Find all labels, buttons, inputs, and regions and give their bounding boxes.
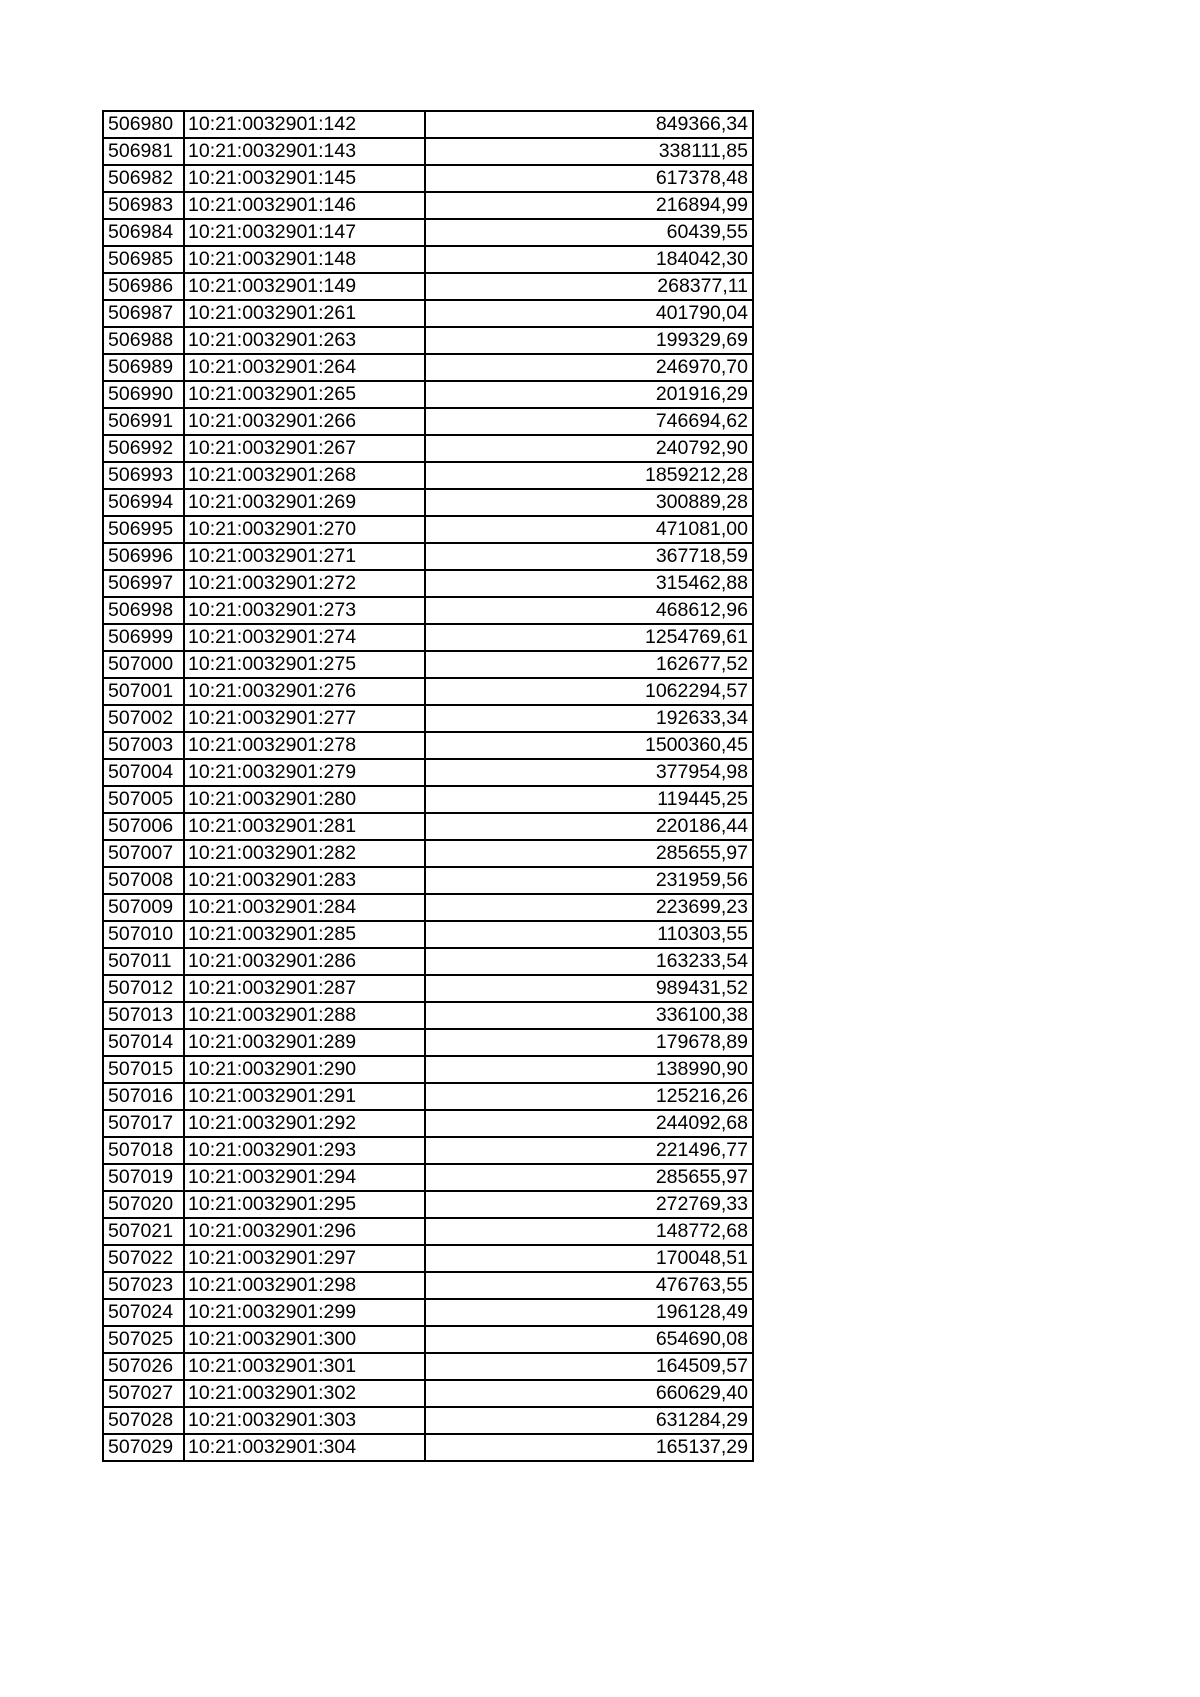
row-id-cell: 507006 bbox=[103, 813, 184, 840]
value-cell: 285655,97 bbox=[425, 1164, 753, 1191]
table-row bbox=[103, 111, 753, 138]
cadastral-number-cell: 10:21:0032901:273 bbox=[184, 597, 425, 624]
row-id-cell: 507007 bbox=[103, 840, 184, 867]
table-row bbox=[103, 516, 753, 543]
cadastral-number-cell: 10:21:0032901:284 bbox=[184, 894, 425, 921]
row-id-cell: 507025 bbox=[103, 1326, 184, 1353]
table-row bbox=[103, 759, 753, 786]
table-row bbox=[103, 219, 753, 246]
table-row bbox=[103, 273, 753, 300]
cadastral-number-cell: 10:21:0032901:286 bbox=[184, 948, 425, 975]
row-id-cell: 507023 bbox=[103, 1272, 184, 1299]
row-id-cell: 507011 bbox=[103, 948, 184, 975]
value-cell: 162677,52 bbox=[425, 651, 753, 678]
table-row bbox=[103, 921, 753, 948]
table-row bbox=[103, 975, 753, 1002]
value-cell: 246970,70 bbox=[425, 354, 753, 381]
cadastral-number-cell: 10:21:0032901:264 bbox=[184, 354, 425, 381]
value-cell: 367718,59 bbox=[425, 543, 753, 570]
table-row bbox=[103, 408, 753, 435]
row-id-cell: 507021 bbox=[103, 1218, 184, 1245]
row-id-cell: 507005 bbox=[103, 786, 184, 813]
value-cell: 631284,29 bbox=[425, 1407, 753, 1434]
table-row bbox=[103, 651, 753, 678]
cadastral-number-cell: 10:21:0032901:290 bbox=[184, 1056, 425, 1083]
cadastral-number-cell: 10:21:0032901:271 bbox=[184, 543, 425, 570]
table-row bbox=[103, 867, 753, 894]
table-body bbox=[103, 111, 753, 1461]
table-row bbox=[103, 786, 753, 813]
table-row bbox=[103, 1380, 753, 1407]
table-row bbox=[103, 1218, 753, 1245]
cadastral-number-cell: 10:21:0032901:145 bbox=[184, 165, 425, 192]
table-row bbox=[103, 840, 753, 867]
row-id-cell: 507020 bbox=[103, 1191, 184, 1218]
value-cell: 849366,34 bbox=[425, 111, 753, 138]
value-cell: 272769,33 bbox=[425, 1191, 753, 1218]
value-cell: 60439,55 bbox=[425, 219, 753, 246]
table-row bbox=[103, 813, 753, 840]
cadastral-number-cell: 10:21:0032901:272 bbox=[184, 570, 425, 597]
table-row bbox=[103, 1272, 753, 1299]
cadastral-number-cell: 10:21:0032901:276 bbox=[184, 678, 425, 705]
row-id-cell: 507010 bbox=[103, 921, 184, 948]
cadastral-number-cell: 10:21:0032901:288 bbox=[184, 1002, 425, 1029]
row-id-cell: 507000 bbox=[103, 651, 184, 678]
cadastral-number-cell: 10:21:0032901:296 bbox=[184, 1218, 425, 1245]
table-row bbox=[103, 1083, 753, 1110]
value-cell: 216894,99 bbox=[425, 192, 753, 219]
value-cell: 746694,62 bbox=[425, 408, 753, 435]
cadastral-number-cell: 10:21:0032901:280 bbox=[184, 786, 425, 813]
table-row bbox=[103, 1353, 753, 1380]
table-row bbox=[103, 327, 753, 354]
value-cell: 338111,85 bbox=[425, 138, 753, 165]
table-row bbox=[103, 1407, 753, 1434]
table-row bbox=[103, 1245, 753, 1272]
value-cell: 268377,11 bbox=[425, 273, 753, 300]
table-row bbox=[103, 543, 753, 570]
row-id-cell: 506985 bbox=[103, 246, 184, 273]
row-id-cell: 506980 bbox=[103, 111, 184, 138]
value-cell: 164509,57 bbox=[425, 1353, 753, 1380]
value-cell: 184042,30 bbox=[425, 246, 753, 273]
value-cell: 300889,28 bbox=[425, 489, 753, 516]
row-id-cell: 507015 bbox=[103, 1056, 184, 1083]
value-cell: 468612,96 bbox=[425, 597, 753, 624]
value-cell: 244092,68 bbox=[425, 1110, 753, 1137]
row-id-cell: 507018 bbox=[103, 1137, 184, 1164]
value-cell: 138990,90 bbox=[425, 1056, 753, 1083]
table-row bbox=[103, 354, 753, 381]
value-cell: 196128,49 bbox=[425, 1299, 753, 1326]
row-id-cell: 507028 bbox=[103, 1407, 184, 1434]
table-row bbox=[103, 1056, 753, 1083]
table-row bbox=[103, 462, 753, 489]
cadastral-number-cell: 10:21:0032901:274 bbox=[184, 624, 425, 651]
row-id-cell: 506987 bbox=[103, 300, 184, 327]
table-row bbox=[103, 192, 753, 219]
table-row bbox=[103, 1137, 753, 1164]
cadastral-number-cell: 10:21:0032901:268 bbox=[184, 462, 425, 489]
value-cell: 1254769,61 bbox=[425, 624, 753, 651]
row-id-cell: 506994 bbox=[103, 489, 184, 516]
value-cell: 377954,98 bbox=[425, 759, 753, 786]
value-cell: 315462,88 bbox=[425, 570, 753, 597]
value-cell: 221496,77 bbox=[425, 1137, 753, 1164]
table-row bbox=[103, 1110, 753, 1137]
row-id-cell: 506999 bbox=[103, 624, 184, 651]
row-id-cell: 506988 bbox=[103, 327, 184, 354]
row-id-cell: 507027 bbox=[103, 1380, 184, 1407]
table-row bbox=[103, 138, 753, 165]
cadastral-number-cell: 10:21:0032901:301 bbox=[184, 1353, 425, 1380]
cadastral-number-cell: 10:21:0032901:275 bbox=[184, 651, 425, 678]
cadastral-value-table bbox=[102, 110, 754, 1462]
value-cell: 165137,29 bbox=[425, 1434, 753, 1461]
table-row bbox=[103, 1002, 753, 1029]
row-id-cell: 507017 bbox=[103, 1110, 184, 1137]
cadastral-number-cell: 10:21:0032901:266 bbox=[184, 408, 425, 435]
value-cell: 125216,26 bbox=[425, 1083, 753, 1110]
row-id-cell: 506997 bbox=[103, 570, 184, 597]
value-cell: 654690,08 bbox=[425, 1326, 753, 1353]
cadastral-number-cell: 10:21:0032901:269 bbox=[184, 489, 425, 516]
table-row bbox=[103, 381, 753, 408]
table-row bbox=[103, 489, 753, 516]
value-cell: 617378,48 bbox=[425, 165, 753, 192]
row-id-cell: 507024 bbox=[103, 1299, 184, 1326]
row-id-cell: 507009 bbox=[103, 894, 184, 921]
cadastral-number-cell: 10:21:0032901:291 bbox=[184, 1083, 425, 1110]
cadastral-number-cell: 10:21:0032901:281 bbox=[184, 813, 425, 840]
row-id-cell: 507013 bbox=[103, 1002, 184, 1029]
row-id-cell: 506996 bbox=[103, 543, 184, 570]
cadastral-number-cell: 10:21:0032901:287 bbox=[184, 975, 425, 1002]
row-id-cell: 507003 bbox=[103, 732, 184, 759]
value-cell: 285655,97 bbox=[425, 840, 753, 867]
row-id-cell: 506991 bbox=[103, 408, 184, 435]
cadastral-number-cell: 10:21:0032901:279 bbox=[184, 759, 425, 786]
row-id-cell: 507004 bbox=[103, 759, 184, 786]
row-id-cell: 507014 bbox=[103, 1029, 184, 1056]
cadastral-number-cell: 10:21:0032901:278 bbox=[184, 732, 425, 759]
value-cell: 163233,54 bbox=[425, 948, 753, 975]
cadastral-number-cell: 10:21:0032901:270 bbox=[184, 516, 425, 543]
cadastral-number-cell: 10:21:0032901:294 bbox=[184, 1164, 425, 1191]
row-id-cell: 507001 bbox=[103, 678, 184, 705]
value-cell: 199329,69 bbox=[425, 327, 753, 354]
cadastral-number-cell: 10:21:0032901:263 bbox=[184, 327, 425, 354]
value-cell: 1500360,45 bbox=[425, 732, 753, 759]
value-cell: 223699,23 bbox=[425, 894, 753, 921]
cadastral-number-cell: 10:21:0032901:277 bbox=[184, 705, 425, 732]
row-id-cell: 506984 bbox=[103, 219, 184, 246]
cadastral-number-cell: 10:21:0032901:282 bbox=[184, 840, 425, 867]
table-row bbox=[103, 570, 753, 597]
row-id-cell: 506992 bbox=[103, 435, 184, 462]
value-cell: 179678,89 bbox=[425, 1029, 753, 1056]
value-cell: 192633,34 bbox=[425, 705, 753, 732]
table-row bbox=[103, 1191, 753, 1218]
value-cell: 476763,55 bbox=[425, 1272, 753, 1299]
value-cell: 471081,00 bbox=[425, 516, 753, 543]
row-id-cell: 506981 bbox=[103, 138, 184, 165]
value-cell: 336100,38 bbox=[425, 1002, 753, 1029]
row-id-cell: 506990 bbox=[103, 381, 184, 408]
cadastral-number-cell: 10:21:0032901:283 bbox=[184, 867, 425, 894]
table-row bbox=[103, 1326, 753, 1353]
row-id-cell: 506982 bbox=[103, 165, 184, 192]
row-id-cell: 506993 bbox=[103, 462, 184, 489]
value-cell: 201916,29 bbox=[425, 381, 753, 408]
cadastral-number-cell: 10:21:0032901:302 bbox=[184, 1380, 425, 1407]
value-cell: 401790,04 bbox=[425, 300, 753, 327]
cadastral-number-cell: 10:21:0032901:267 bbox=[184, 435, 425, 462]
cadastral-number-cell: 10:21:0032901:146 bbox=[184, 192, 425, 219]
table-row bbox=[103, 1029, 753, 1056]
cadastral-number-cell: 10:21:0032901:304 bbox=[184, 1434, 425, 1461]
cadastral-number-cell: 10:21:0032901:293 bbox=[184, 1137, 425, 1164]
table-row bbox=[103, 732, 753, 759]
row-id-cell: 506986 bbox=[103, 273, 184, 300]
table-row bbox=[103, 624, 753, 651]
cadastral-number-cell: 10:21:0032901:300 bbox=[184, 1326, 425, 1353]
table-row bbox=[103, 894, 753, 921]
row-id-cell: 507008 bbox=[103, 867, 184, 894]
cadastral-number-cell: 10:21:0032901:289 bbox=[184, 1029, 425, 1056]
cadastral-number-cell: 10:21:0032901:297 bbox=[184, 1245, 425, 1272]
row-id-cell: 506995 bbox=[103, 516, 184, 543]
cadastral-number-cell: 10:21:0032901:292 bbox=[184, 1110, 425, 1137]
table-row bbox=[103, 678, 753, 705]
cadastral-number-cell: 10:21:0032901:298 bbox=[184, 1272, 425, 1299]
cadastral-number-cell: 10:21:0032901:142 bbox=[184, 111, 425, 138]
value-cell: 170048,51 bbox=[425, 1245, 753, 1272]
value-cell: 989431,52 bbox=[425, 975, 753, 1002]
cadastral-number-cell: 10:21:0032901:261 bbox=[184, 300, 425, 327]
value-cell: 660629,40 bbox=[425, 1380, 753, 1407]
table-row bbox=[103, 1164, 753, 1191]
cadastral-number-cell: 10:21:0032901:143 bbox=[184, 138, 425, 165]
row-id-cell: 506989 bbox=[103, 354, 184, 381]
table-row bbox=[103, 435, 753, 462]
cadastral-number-cell: 10:21:0032901:285 bbox=[184, 921, 425, 948]
cadastral-number-cell: 10:21:0032901:147 bbox=[184, 219, 425, 246]
value-cell: 220186,44 bbox=[425, 813, 753, 840]
cadastral-number-cell: 10:21:0032901:148 bbox=[184, 246, 425, 273]
table-row bbox=[103, 246, 753, 273]
row-id-cell: 506998 bbox=[103, 597, 184, 624]
row-id-cell: 507002 bbox=[103, 705, 184, 732]
value-cell: 148772,68 bbox=[425, 1218, 753, 1245]
table-row bbox=[103, 1299, 753, 1326]
cadastral-number-cell: 10:21:0032901:295 bbox=[184, 1191, 425, 1218]
table-row bbox=[103, 948, 753, 975]
table-row bbox=[103, 165, 753, 192]
table-row bbox=[103, 597, 753, 624]
row-id-cell: 506983 bbox=[103, 192, 184, 219]
cadastral-number-cell: 10:21:0032901:299 bbox=[184, 1299, 425, 1326]
value-cell: 231959,56 bbox=[425, 867, 753, 894]
value-cell: 1062294,57 bbox=[425, 678, 753, 705]
value-cell: 240792,90 bbox=[425, 435, 753, 462]
row-id-cell: 507026 bbox=[103, 1353, 184, 1380]
cadastral-number-cell: 10:21:0032901:303 bbox=[184, 1407, 425, 1434]
row-id-cell: 507019 bbox=[103, 1164, 184, 1191]
value-cell: 110303,55 bbox=[425, 921, 753, 948]
cadastral-number-cell: 10:21:0032901:149 bbox=[184, 273, 425, 300]
table-row bbox=[103, 705, 753, 732]
table-row bbox=[103, 300, 753, 327]
row-id-cell: 507029 bbox=[103, 1434, 184, 1461]
row-id-cell: 507022 bbox=[103, 1245, 184, 1272]
value-cell: 1859212,28 bbox=[425, 462, 753, 489]
table-row bbox=[103, 1434, 753, 1461]
value-cell: 119445,25 bbox=[425, 786, 753, 813]
row-id-cell: 507012 bbox=[103, 975, 184, 1002]
cadastral-number-cell: 10:21:0032901:265 bbox=[184, 381, 425, 408]
row-id-cell: 507016 bbox=[103, 1083, 184, 1110]
spreadsheet-page bbox=[102, 110, 754, 1462]
